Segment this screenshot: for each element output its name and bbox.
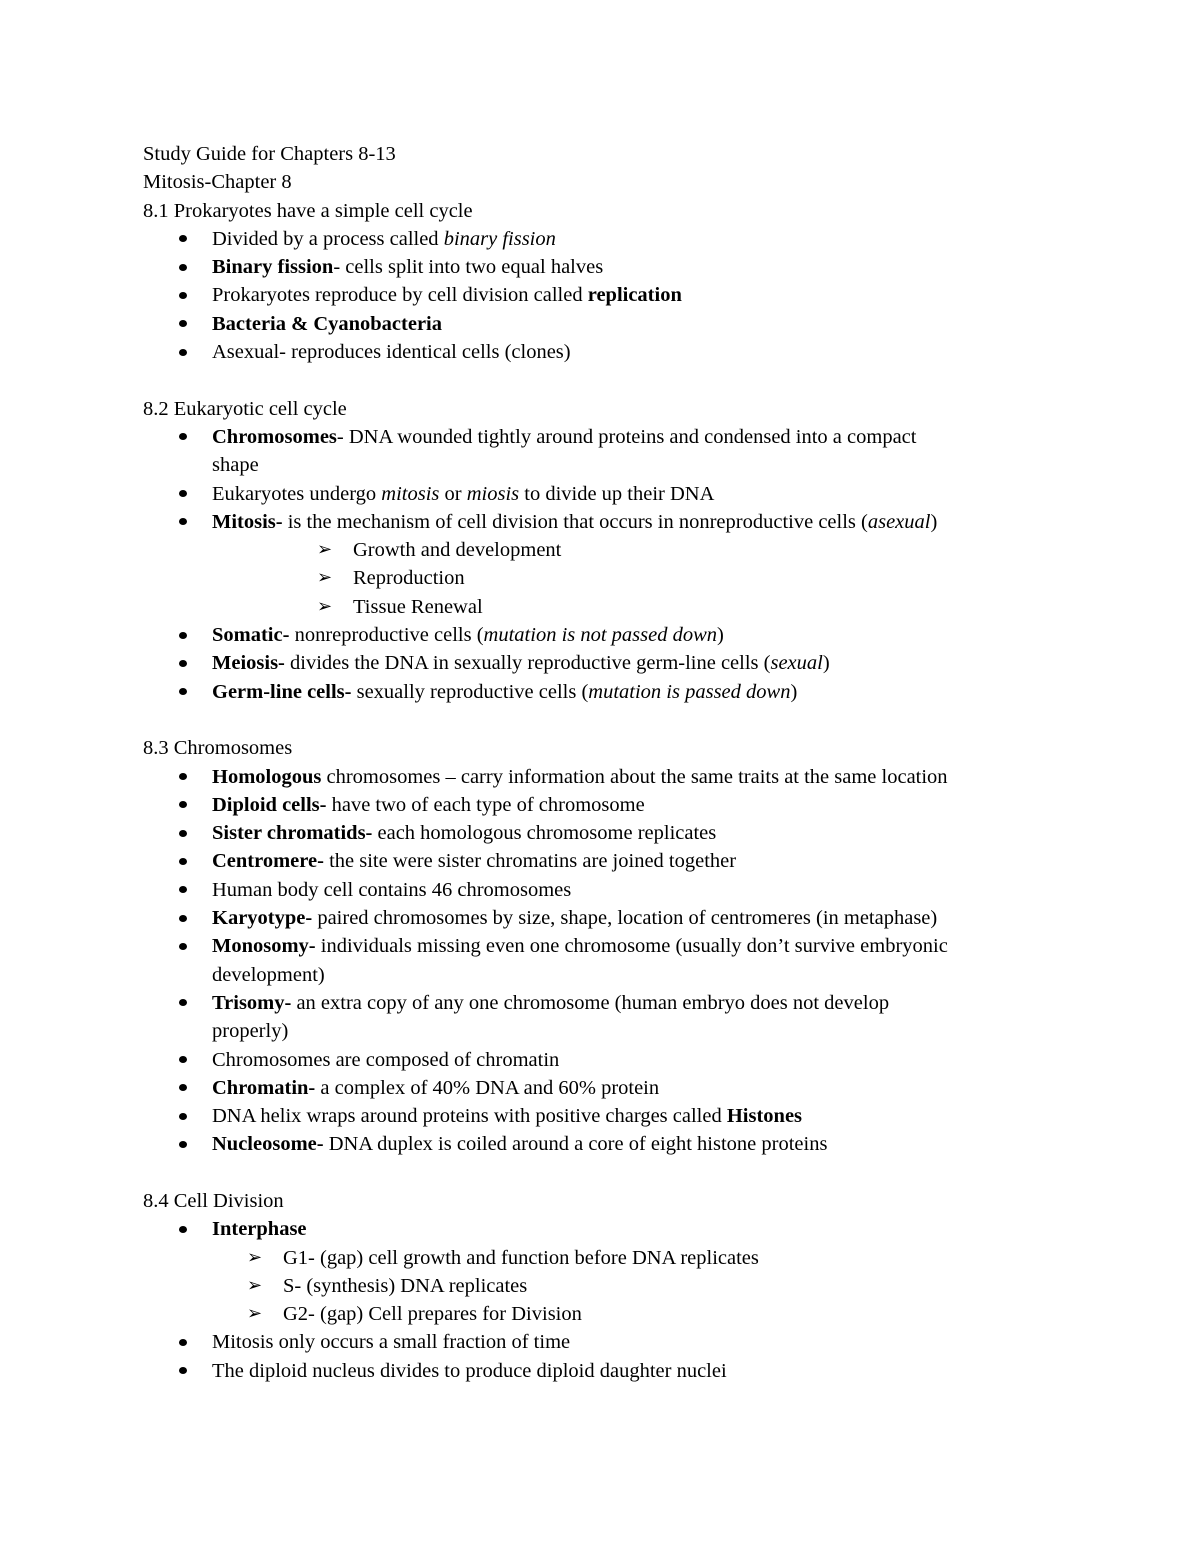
document-title: Study Guide for Chapters 8-13 [143, 143, 396, 165]
section-heading-8-3: 8.3 Chromosomes [143, 737, 293, 760]
list-item: Homologous chromosomes – carry information about the same traits at the same location [143, 763, 1073, 791]
list-item: Sister chromatids- each homologous chromosome replicates [143, 819, 1073, 847]
list-item: Eukaryotes undergo mitosis or miosis to divide up their DNA [143, 480, 1073, 508]
list-item: Bacteria & Cyanobacteria [143, 310, 1073, 338]
list-item: Monosomy- individuals missing even one chromosome (usually don’t survive embryonic [143, 932, 1073, 960]
sub-list-item: ➢ Tissue Renewal [143, 593, 1073, 621]
sub-list-item: ➢ Reproduction [143, 564, 1073, 592]
list-item: Nucleosome- DNA duplex is coiled around a core of eight histone proteins [143, 1130, 1073, 1158]
list-item: Human body cell contains 46 chromosomes [143, 876, 1073, 904]
list-item: Germ-line cells- sexually reproductive cells (mutation is passed down) [143, 678, 1073, 706]
list-item: Mitosis- is the mechanism of cell division that occurs in nonreproductive cells (asexual) [143, 508, 1073, 536]
chapter-heading: Mitosis-Chapter 8 [143, 171, 292, 194]
sub-list-item: ➢ Growth and development [143, 536, 1073, 564]
list-item: Trisomy- an extra copy of any one chromosome (human embryo does not develop [143, 989, 1073, 1017]
list-item: Mitosis only occurs a small fraction of time [143, 1328, 1073, 1356]
section-heading-8-2: 8.2 Eukaryotic cell cycle [143, 397, 347, 420]
list-item: DNA helix wraps around proteins with positive charges called Histones [143, 1102, 1073, 1130]
sub-list-item: ➢ G1- (gap) cell growth and function before DNA replicates [143, 1244, 1073, 1272]
list-item: The diploid nucleus divides to produce diploid daughter nuclei [143, 1357, 1073, 1385]
list-item: Somatic- nonreproductive cells (mutation is not passed down) [143, 621, 1073, 649]
list-item: Asexual- reproduces identical cells (clones) [143, 338, 1073, 366]
list-item: Diploid cells- have two of each type of chromosome [143, 791, 1073, 819]
list-item-continuation: shape [212, 454, 259, 477]
list-item: Meiosis- divides the DNA in sexually reproductive germ-line cells (sexual) [143, 649, 1073, 677]
list-item-continuation: development) [212, 963, 325, 986]
list-item: Prokaryotes reproduce by cell division called replication [143, 281, 1073, 309]
list-item-continuation: properly) [212, 1020, 289, 1043]
list-item: Centromere- the site were sister chromatins are joined together [143, 847, 1073, 875]
sub-list-item: ➢ S- (synthesis) DNA replicates [143, 1272, 1073, 1300]
list-item: Divided by a process called binary fission [143, 225, 1073, 253]
list-item: Chromosomes- DNA wounded tightly around proteins and condensed into a compact [143, 423, 1073, 451]
section-heading-8-1: 8.1 Prokaryotes have a simple cell cycle [143, 199, 473, 222]
list-item: Binary fission- cells split into two equal halves [143, 253, 1073, 281]
list-item: Chromosomes are composed of chromatin [143, 1046, 1073, 1074]
section-heading-8-4: 8.4 Cell Division [143, 1189, 284, 1212]
list-item: Karyotype- paired chromosomes by size, shape, location of centromeres (in metaphase) [143, 904, 1073, 932]
document-page [143, 140, 1073, 1385]
sub-list-item: ➢ G2- (gap) Cell prepares for Division [143, 1300, 1073, 1328]
list-item: Chromatin- a complex of 40% DNA and 60% protein [143, 1074, 1073, 1102]
list-item: Interphase [143, 1215, 1073, 1243]
